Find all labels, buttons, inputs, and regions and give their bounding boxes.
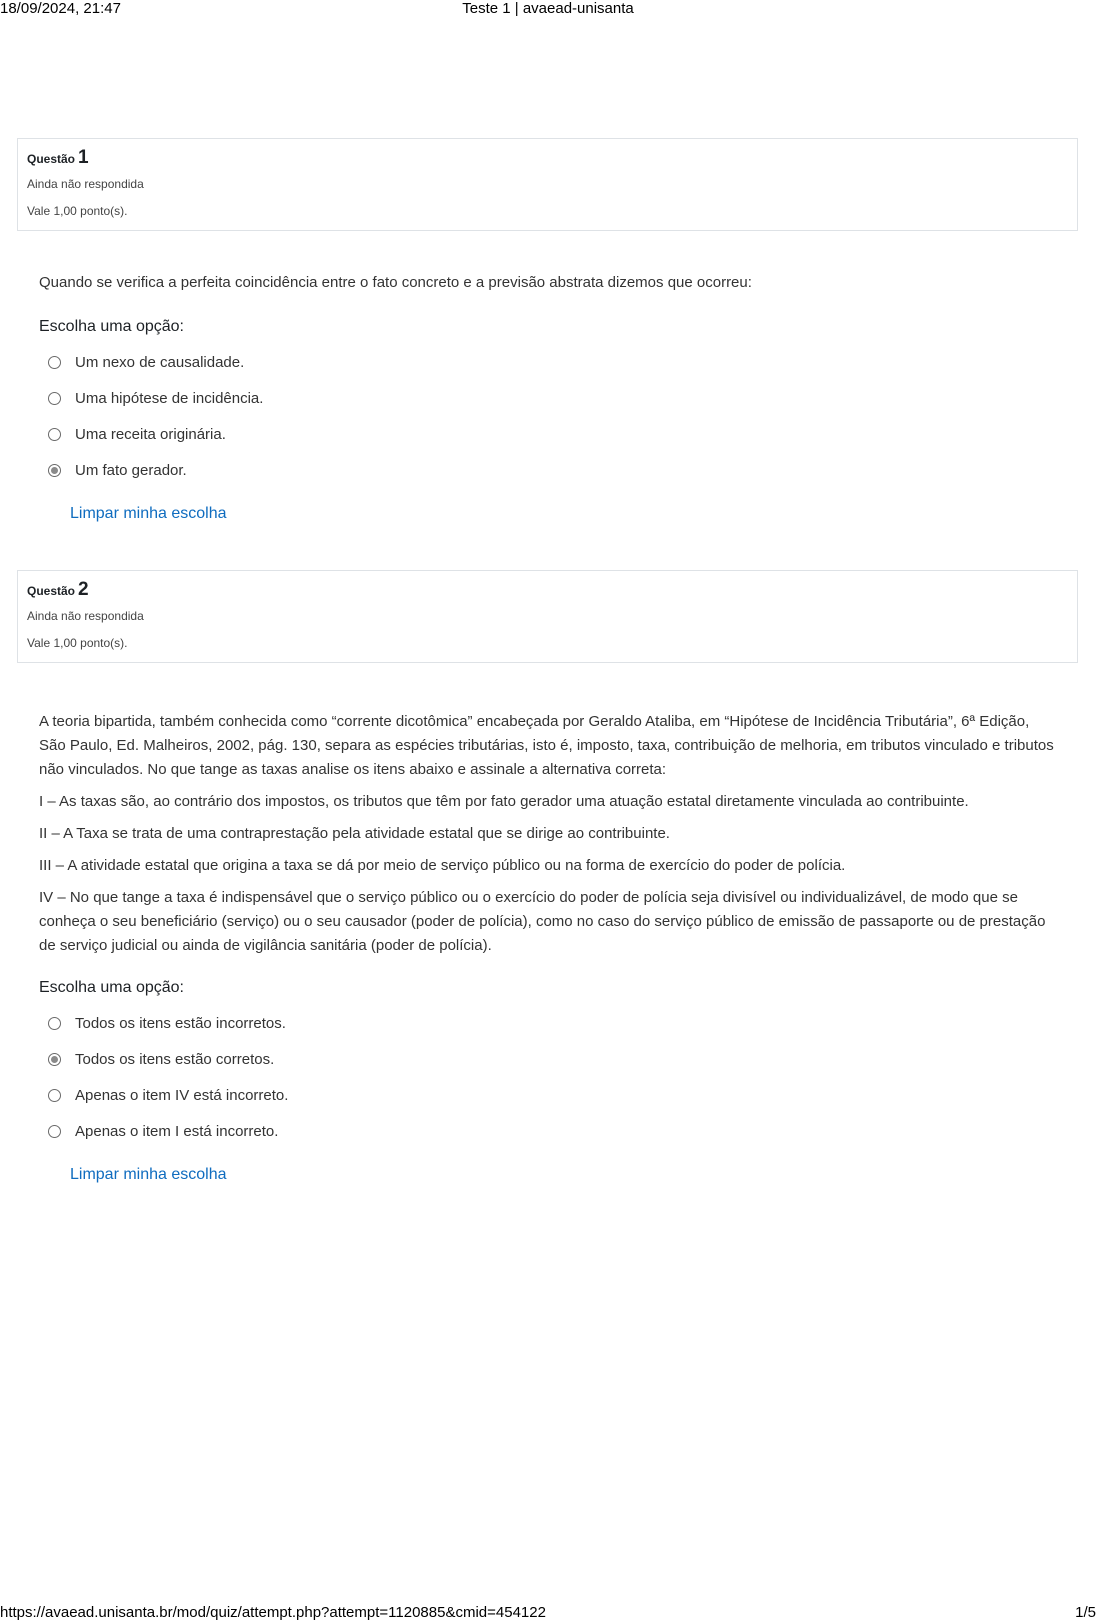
question-2-points: Vale 1,00 ponto(s). xyxy=(27,636,128,650)
question-1-points: Vale 1,00 ponto(s). xyxy=(27,204,128,218)
question-2-text xyxy=(39,710,1059,958)
answer-option-label[interactable]: Apenas o item IV está incorreto. xyxy=(75,1087,289,1104)
answer-option[interactable] xyxy=(39,428,1059,464)
question-text-paragraph: A teoria bipartida, também conhecida como “corrente dicotômica” encabeçada por Geraldo Ataliba, em “Hipótese de Incidência Tributária”, 6ª Edição, São Paulo, Ed. Malheiros, 2002, pág. 130, separa as espécies tributárias, isto é, imposto, taxa, contribuição de melhoria, em tributos vinculado e tributos não vinculados. No que tange as taxas analise os itens abaixo e assinale a alternativa correta: xyxy=(39,713,1054,778)
answer-option-label[interactable]: Apenas o item I está incorreto. xyxy=(75,1123,279,1140)
question-1-number: Questão 1 xyxy=(27,147,89,168)
answer-option-label[interactable]: Um fato gerador. xyxy=(75,462,187,479)
radio-button-selected[interactable] xyxy=(48,464,61,477)
question-1-options xyxy=(39,356,1059,500)
answer-option-label[interactable]: Um nexo de causalidade. xyxy=(75,354,245,371)
question-1-info xyxy=(17,138,1078,231)
print-datetime: 18/09/2024, 21:47 xyxy=(0,0,121,17)
radio-button[interactable] xyxy=(48,1125,61,1138)
radio-button[interactable] xyxy=(48,1089,61,1102)
question-2-prompt: Escolha uma opção: xyxy=(39,979,184,996)
clear-choice-link[interactable]: Limpar minha escolha xyxy=(70,1166,227,1183)
print-url: https://avaead.unisanta.br/mod/quiz/attempt.php?attempt=1120885&cmid=454122 xyxy=(0,1604,546,1621)
question-1-text xyxy=(39,271,1059,295)
print-page-number: 1/5 xyxy=(1075,1604,1096,1621)
radio-button[interactable] xyxy=(48,392,61,405)
question-1-content xyxy=(39,271,1059,526)
answer-option-label[interactable]: Todos os itens estão incorretos. xyxy=(75,1015,286,1032)
print-header xyxy=(0,0,1096,20)
radio-button-selected[interactable] xyxy=(48,1053,61,1066)
question-1-status: Ainda não respondida xyxy=(27,177,144,191)
radio-button[interactable] xyxy=(48,428,61,441)
question-2-options xyxy=(39,1017,1059,1161)
clear-choice-link[interactable]: Limpar minha escolha xyxy=(70,505,227,522)
answer-option-label[interactable]: Uma hipótese de incidência. xyxy=(75,390,264,407)
print-page-title: Teste 1 | avaead-unisanta xyxy=(462,0,634,17)
radio-button[interactable] xyxy=(48,356,61,369)
question-2-status: Ainda não respondida xyxy=(27,609,144,623)
question-item-ii: II – A Taxa se trata de uma contraprestação pela atividade estatal que se dirige ao contribuinte. xyxy=(39,825,670,842)
answer-option-label[interactable]: Uma receita originária. xyxy=(75,426,226,443)
answer-option-label[interactable]: Todos os itens estão corretos. xyxy=(75,1051,275,1068)
question-item-iii: III – A atividade estatal que origina a taxa se dá por meio de serviço público ou na forma de exercício do poder de polícia. xyxy=(39,857,846,874)
question-1-prompt: Escolha uma opção: xyxy=(39,318,184,335)
question-item-iv: IV – No que tange a taxa é indispensável que o serviço público ou o exercício do poder de polícia seja divisível ou individualizável, de modo que se conheça o seu beneficiário (serviço) ou o seu causador (poder de polícia), como no caso do serviço público de emissão de passaporte ou de prestação de serviço judicial ou ainda de vigilância sanitária (poder de polícia). xyxy=(39,889,1046,954)
question-text-paragraph: Quando se verifica a perfeita coincidência entre o fato concreto e a previsão abstrata dizemos que ocorreu: xyxy=(39,274,752,291)
answer-option[interactable] xyxy=(39,464,1059,500)
question-2-content xyxy=(39,710,1059,1187)
question-item-i: I – As taxas são, ao contrário dos impostos, os tributos que têm por fato gerador uma atuação estatal diretamente vinculada ao contribuinte. xyxy=(39,793,969,810)
print-footer xyxy=(0,1604,1096,1624)
question-2-info xyxy=(17,570,1078,663)
answer-option[interactable] xyxy=(39,1125,1059,1161)
question-2-number: Questão 2 xyxy=(27,579,89,600)
radio-button[interactable] xyxy=(48,1017,61,1030)
